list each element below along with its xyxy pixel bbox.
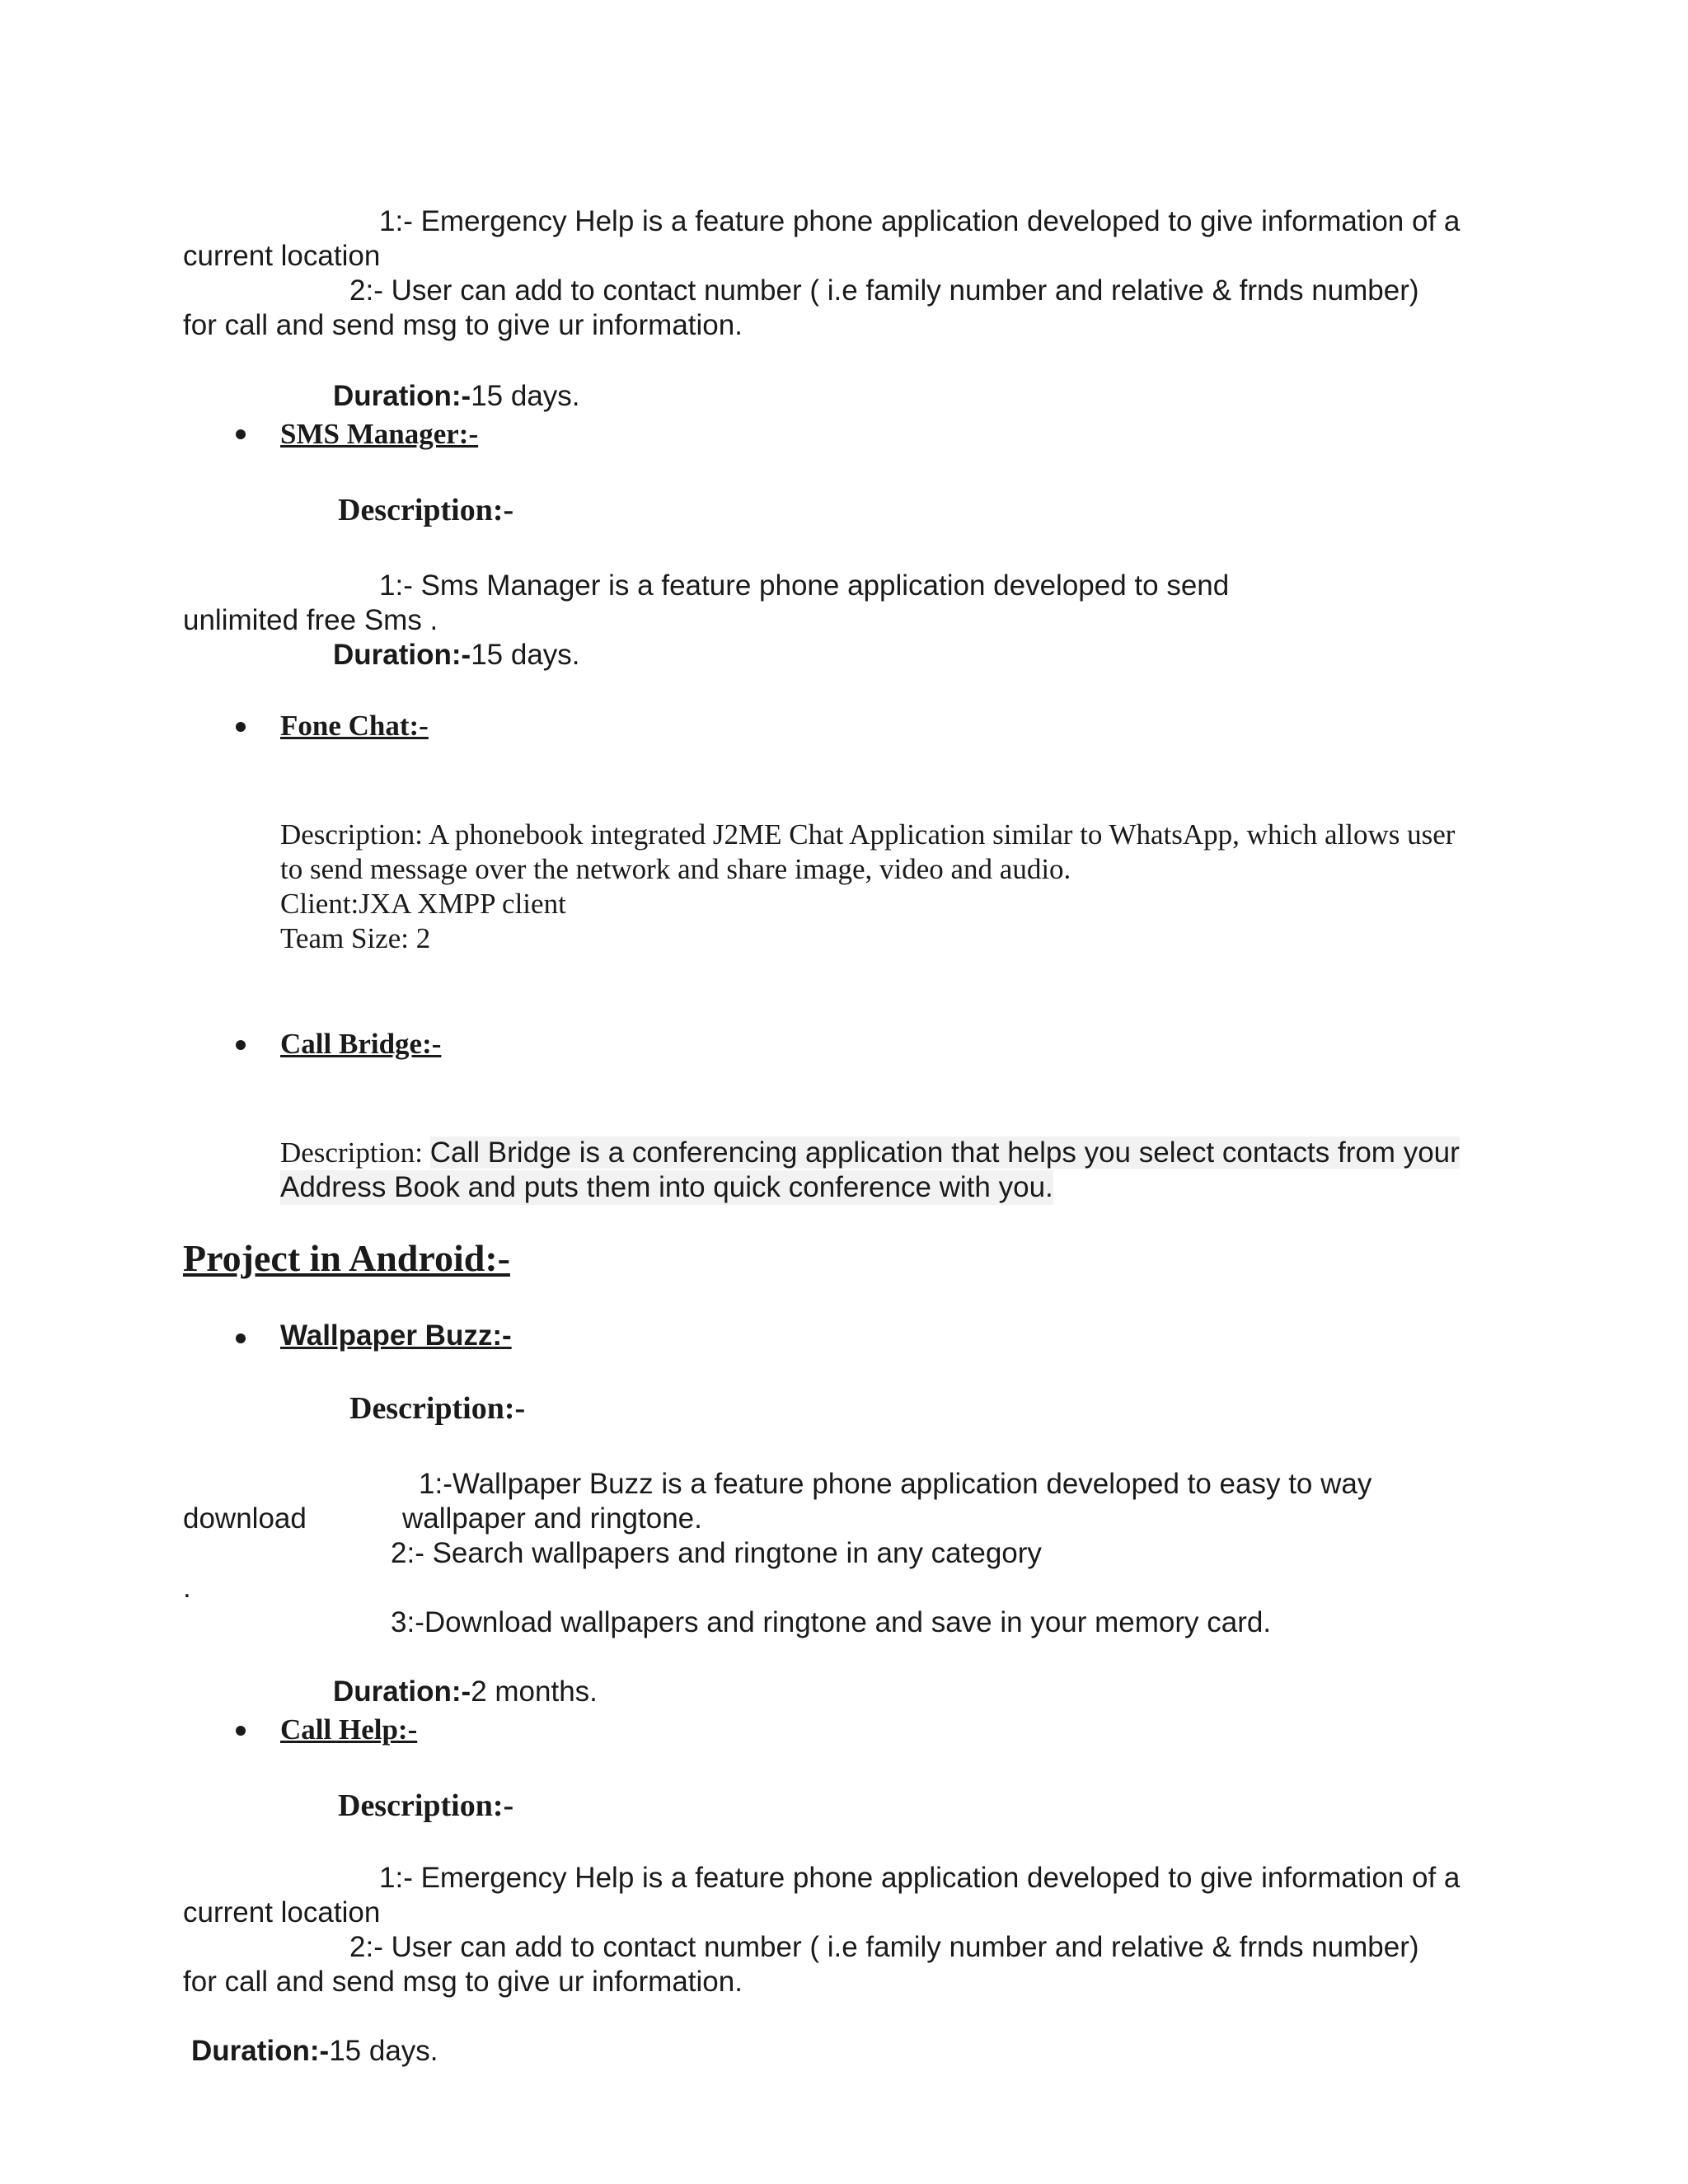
wallpaper-buzz-desc-heading: Description:- <box>349 1391 526 1426</box>
emergency-line2b: for call and send msg to give ur information. <box>183 309 743 341</box>
emergency-line1b: current location <box>183 240 381 272</box>
call-help-line1b: current location <box>183 1896 381 1929</box>
call-bridge-title: Call Bridge:- <box>280 1028 442 1060</box>
bullet-icon <box>236 1726 246 1736</box>
emergency-line1: 1:- Emergency Help is a feature phone application developed to give information of a <box>379 205 1461 237</box>
wallpaper-buzz-line1b: wallpaper and ringtone. <box>402 1502 702 1535</box>
call-bridge-desc-prefix: Description: <box>280 1137 430 1169</box>
duration-value: 15 days. <box>471 639 580 671</box>
section-title-android: Project in Android:- <box>183 1237 510 1279</box>
bullet-icon <box>236 722 246 732</box>
call-help-line1: 1:- Emergency Help is a feature phone application developed to give information of a <box>379 1862 1461 1894</box>
sms-manager-line1: 1:- Sms Manager is a feature phone application developed to send <box>379 569 1230 602</box>
call-bridge-desc2: Address Book and puts them into quick conference with you. <box>280 1171 1053 1203</box>
duration-label: Duration:- <box>333 639 471 671</box>
wallpaper-buzz-line1a: download <box>183 1502 307 1535</box>
wallpaper-buzz-line2: 2:- Search wallpapers and ringtone in any category <box>391 1537 1042 1569</box>
sms-manager-desc-heading: Description:- <box>338 493 514 527</box>
call-help-title: Call Help:- <box>280 1713 418 1746</box>
wallpaper-buzz-dot: . <box>183 1572 191 1604</box>
call-bridge-desc-text1: Call Bridge is a conferencing application that helps you select contacts from your <box>429 1137 1460 1169</box>
wallpaper-buzz-line1: 1:-Wallpaper Buzz is a feature phone application developed to easy to way <box>419 1468 1372 1500</box>
wallpaper-buzz-title: Wallpaper Buzz:- <box>280 1319 512 1352</box>
emergency-duration <box>333 379 580 414</box>
sms-manager-title: SMS Manager:- <box>280 418 479 450</box>
fone-chat-client: Client:JXA XMPP client <box>280 888 566 920</box>
fone-chat-desc2: to send message over the network and share image, video and audio. <box>280 853 1071 885</box>
call-help-line2b: for call and send msg to give ur information. <box>183 1966 743 1998</box>
fone-chat-team-size: Team Size: 2 <box>280 922 431 954</box>
wallpaper-buzz-duration <box>333 1675 598 1709</box>
fone-chat-desc1: Description: A phonebook integrated J2ME Chat Application similar to WhatsApp, which allows user <box>280 818 1456 851</box>
call-help-duration <box>191 2034 438 2069</box>
duration-value: 15 days. <box>329 2035 438 2067</box>
sms-manager-duration <box>333 638 580 673</box>
emergency-line2: 2:- User can add to contact number ( i.e family number and relative & frnds number) <box>349 274 1419 307</box>
call-help-desc-heading: Description:- <box>338 1788 514 1823</box>
duration-label: Duration:- <box>191 2035 330 2067</box>
duration-value: 15 days. <box>471 380 580 412</box>
bullet-icon <box>236 429 246 439</box>
call-bridge-desc1 <box>280 1136 1460 1170</box>
sms-manager-line1b: unlimited free Sms . <box>183 604 438 636</box>
wallpaper-buzz-line3: 3:-Download wallpapers and ringtone and save in your memory card. <box>391 1606 1272 1638</box>
bullet-icon <box>236 1333 246 1343</box>
call-help-line2: 2:- User can add to contact number ( i.e family number and relative & frnds number) <box>349 1931 1419 1963</box>
fone-chat-title: Fone Chat:- <box>280 710 429 742</box>
duration-value: 2 months. <box>471 1675 598 1708</box>
bullet-icon <box>236 1040 246 1050</box>
duration-label: Duration:- <box>333 380 471 412</box>
duration-label: Duration:- <box>333 1675 471 1708</box>
